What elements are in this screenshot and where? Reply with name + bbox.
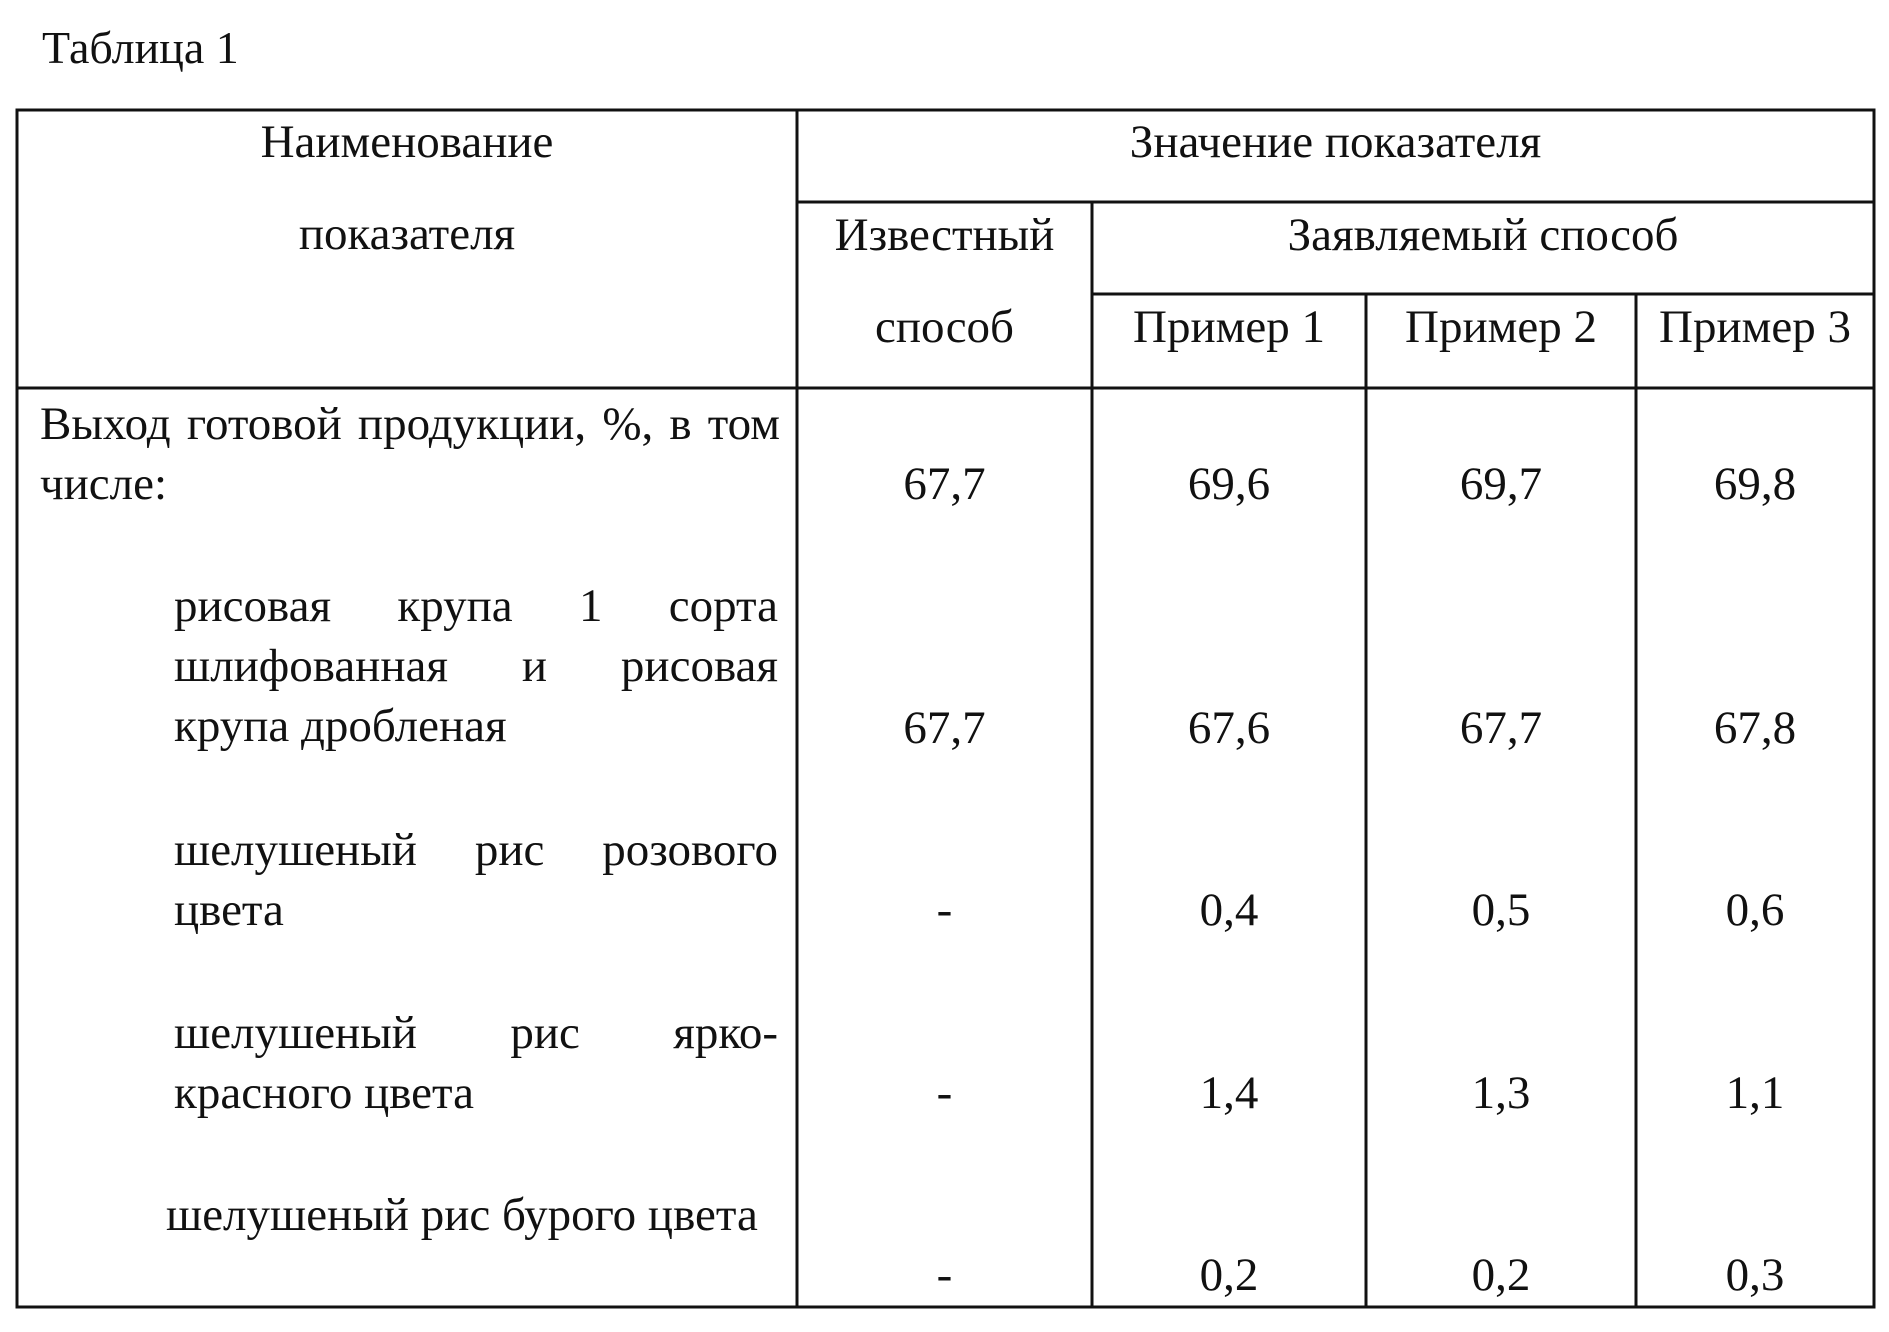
row-example2-value: 0,5 — [1471, 884, 1531, 936]
row-example1-value: 67,6 — [1187, 702, 1271, 754]
row-example3-value: 0,6 — [1725, 884, 1785, 936]
header-claimed-group: Заявляемый способ — [1287, 209, 1679, 261]
header-name-line1: Наименование — [260, 116, 554, 168]
header-example-1: Пример 1 — [1133, 301, 1325, 353]
header-known-method — [797, 205, 1092, 357]
row-example2-value: 1,3 — [1471, 1067, 1531, 1119]
row-label: Выход готовой продукции, %, в том числе: — [40, 398, 780, 510]
row-example1-value: 0,2 — [1199, 1249, 1259, 1301]
row-example1-value: 0,4 — [1199, 884, 1259, 936]
row-known-value: 67,7 — [903, 458, 986, 510]
row-label: шелушеный рис ярко-красного цвета — [174, 1007, 778, 1119]
header-example-2: Пример 2 — [1405, 301, 1597, 353]
row-example3-value: 0,3 — [1725, 1249, 1785, 1301]
header-example-3: Пример 3 — [1659, 301, 1851, 353]
header-known-line1: Известный — [834, 209, 1055, 261]
header-known-line2: способ — [875, 301, 1014, 353]
table-caption: Таблица 1 — [42, 22, 239, 73]
header-name-line2: показателя — [298, 208, 516, 260]
row-example2-value: 69,7 — [1459, 458, 1543, 510]
header-name-column — [17, 112, 797, 264]
row-example1-value: 1,4 — [1199, 1067, 1259, 1119]
row-known-value: - — [936, 1249, 953, 1301]
row-example1-value: 69,6 — [1187, 458, 1271, 510]
row-example3-value: 67,8 — [1713, 702, 1797, 754]
header-value-group: Значение показателя — [1129, 116, 1542, 168]
row-known-value: 67,7 — [903, 702, 986, 754]
row-example3-value: 69,8 — [1713, 458, 1797, 510]
row-label: рисовая крупа 1 сорта шлифованная и рисовая крупа дробленая — [174, 580, 778, 752]
row-example2-value: 0,2 — [1471, 1249, 1531, 1301]
row-label: шелушеный рис бурого цвета — [166, 1189, 758, 1241]
row-label: шелушеный рис розового цвета — [174, 824, 778, 936]
row-example3-value: 1,1 — [1725, 1067, 1785, 1119]
row-known-value: - — [936, 1067, 953, 1119]
row-known-value: - — [936, 884, 953, 936]
row-example2-value: 67,7 — [1459, 702, 1543, 754]
